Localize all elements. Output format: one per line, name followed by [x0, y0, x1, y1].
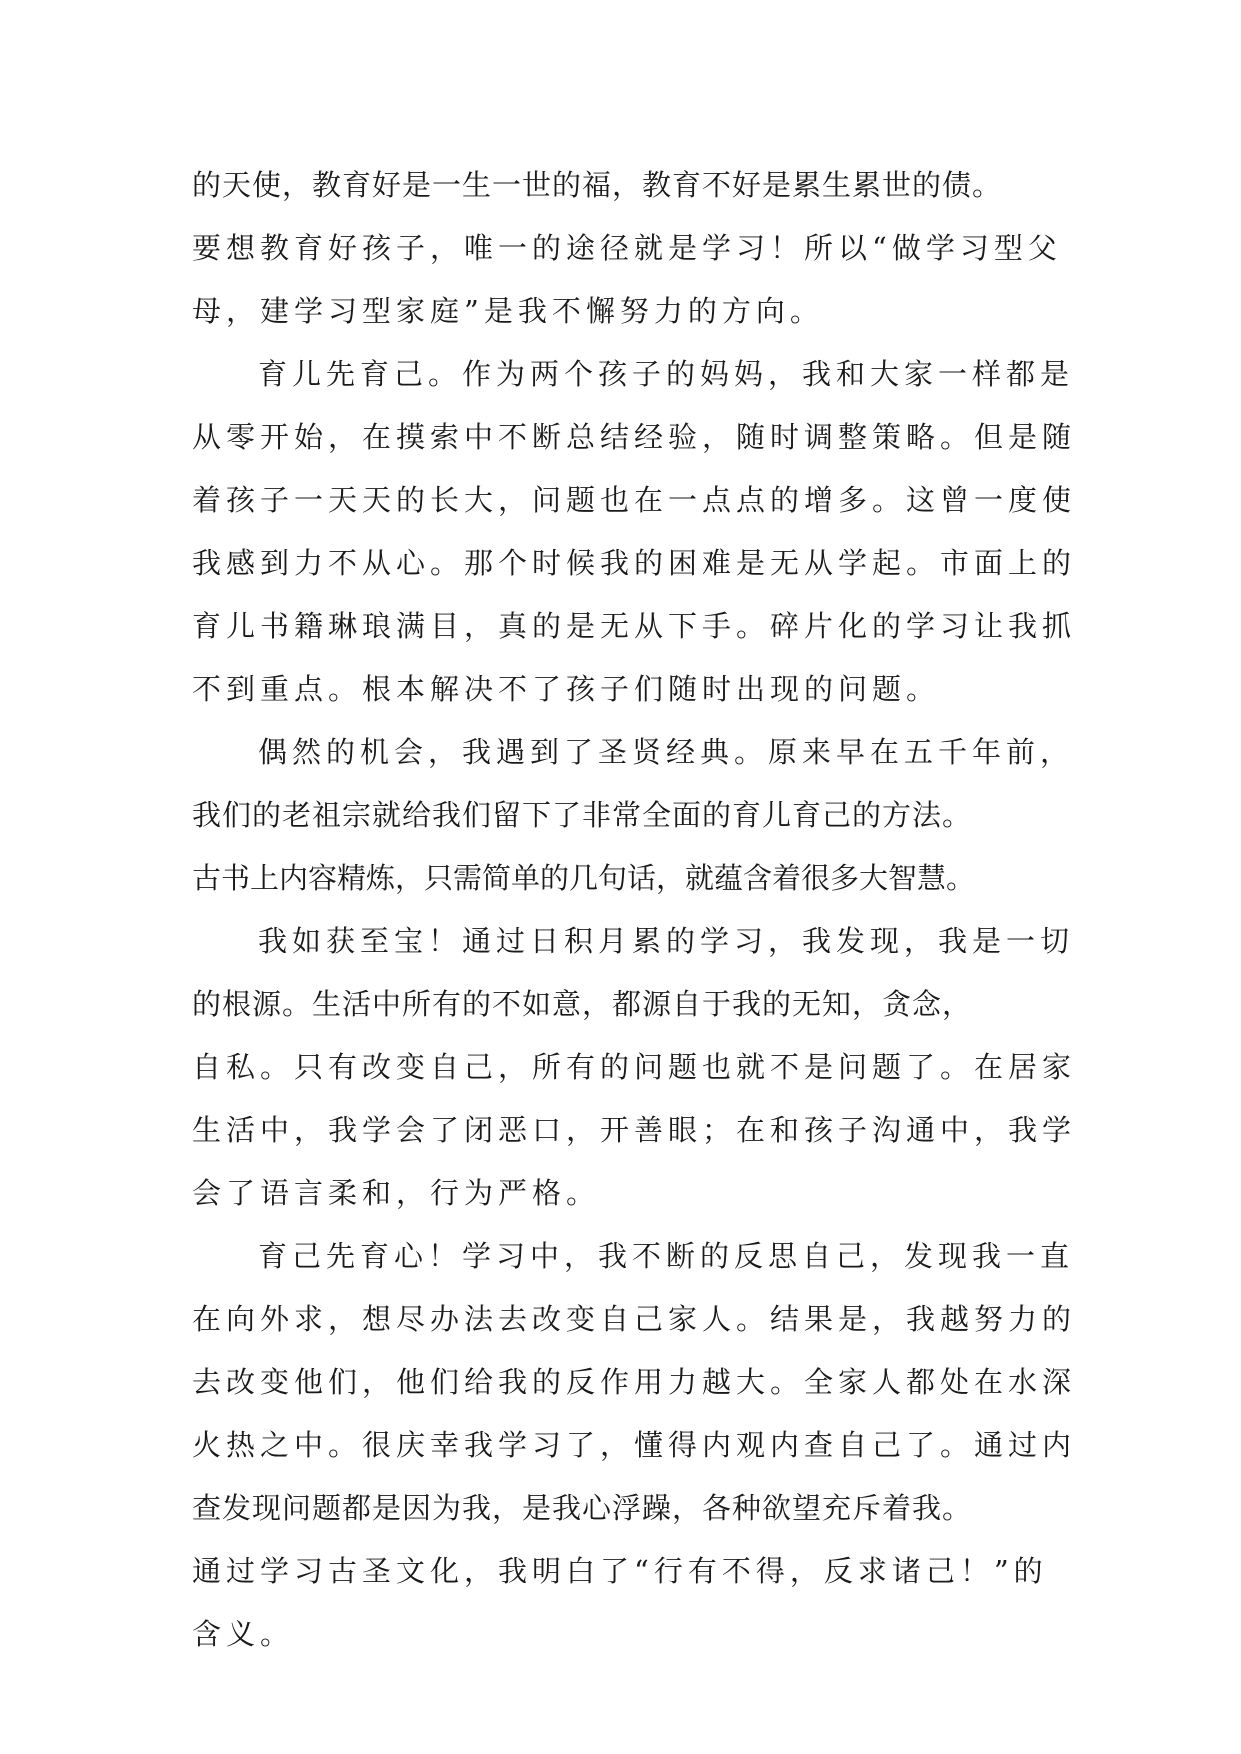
text-line: 去改变他们，他们给我的反作用力越大。全家人都处在水深	[192, 1365, 1077, 1399]
text-line: 通过学习古圣文化，我明白了“行有不得，反求诸己！”的	[192, 1554, 1048, 1588]
document-body	[192, 154, 1076, 1666]
text-line: 古书上内容精炼，只需简单的几句话，就蕴含着很多大智慧。	[192, 861, 976, 895]
text-line: 火热之中。很庆幸我学习了，懂得内观内查自己了。通过内	[192, 1428, 1077, 1462]
text-line: 不到重点。根本解决不了孩子们随时出现的问题。	[192, 672, 941, 706]
text-line: 的根源。生活中所有的不如意，都源自于我的无知，贪念，	[192, 987, 973, 1021]
text-line: 育儿书籍琳琅满目，真的是无从下手。碎片化的学习让我抓	[192, 609, 1077, 643]
text-line: 我感到力不从心。那个时候我的困难是无从学起。市面上的	[192, 546, 1077, 580]
text-line: 的天使，教育好是一生一世的福，教育不好是累生累世的债。	[192, 168, 1003, 202]
text-line: 含义。	[192, 1617, 295, 1651]
text-line: 从零开始，在摸索中不断总结经验，随时调整策略。但是随	[192, 420, 1077, 454]
text-line: 着孩子一天天的长大，问题也在一点点的增多。这曾一度使	[192, 483, 1077, 517]
text-line: 自私。只有改变自己，所有的问题也就不是问题了。在居家	[192, 1050, 1077, 1084]
paragraph-start-line: 我如获至宝！通过日积月累的学习，我发现，我是一切	[258, 924, 1075, 958]
text-line: 母，建学习型家庭”是我不懈努力的方向。	[192, 294, 824, 328]
paragraph-start-line: 育己先育心！学习中，我不断的反思自己，发现我一直	[258, 1239, 1075, 1273]
text-line: 查发现问题都是因为我，是我心浮躁，各种欲望充斥着我。	[192, 1491, 973, 1525]
text-line: 我们的老祖宗就给我们留下了非常全面的育儿育己的方法。	[192, 798, 973, 832]
text-line: 在向外求，想尽办法去改变自己家人。结果是，我越努力的	[192, 1302, 1077, 1336]
text-line: 要想教育好孩子，唯一的途径就是学习！所以“做学习型父	[192, 231, 1062, 265]
text-line: 生活中，我学会了闭恶口，开善眼；在和孩子沟通中，我学	[192, 1113, 1077, 1147]
paragraph-start-line: 偶然的机会，我遇到了圣贤经典。原来早在五千年前，	[258, 735, 1075, 769]
text-line: 会了语言柔和，行为严格。	[192, 1176, 601, 1210]
paragraph-start-line: 育儿先育己。作为两个孩子的妈妈，我和大家一样都是	[258, 357, 1075, 391]
